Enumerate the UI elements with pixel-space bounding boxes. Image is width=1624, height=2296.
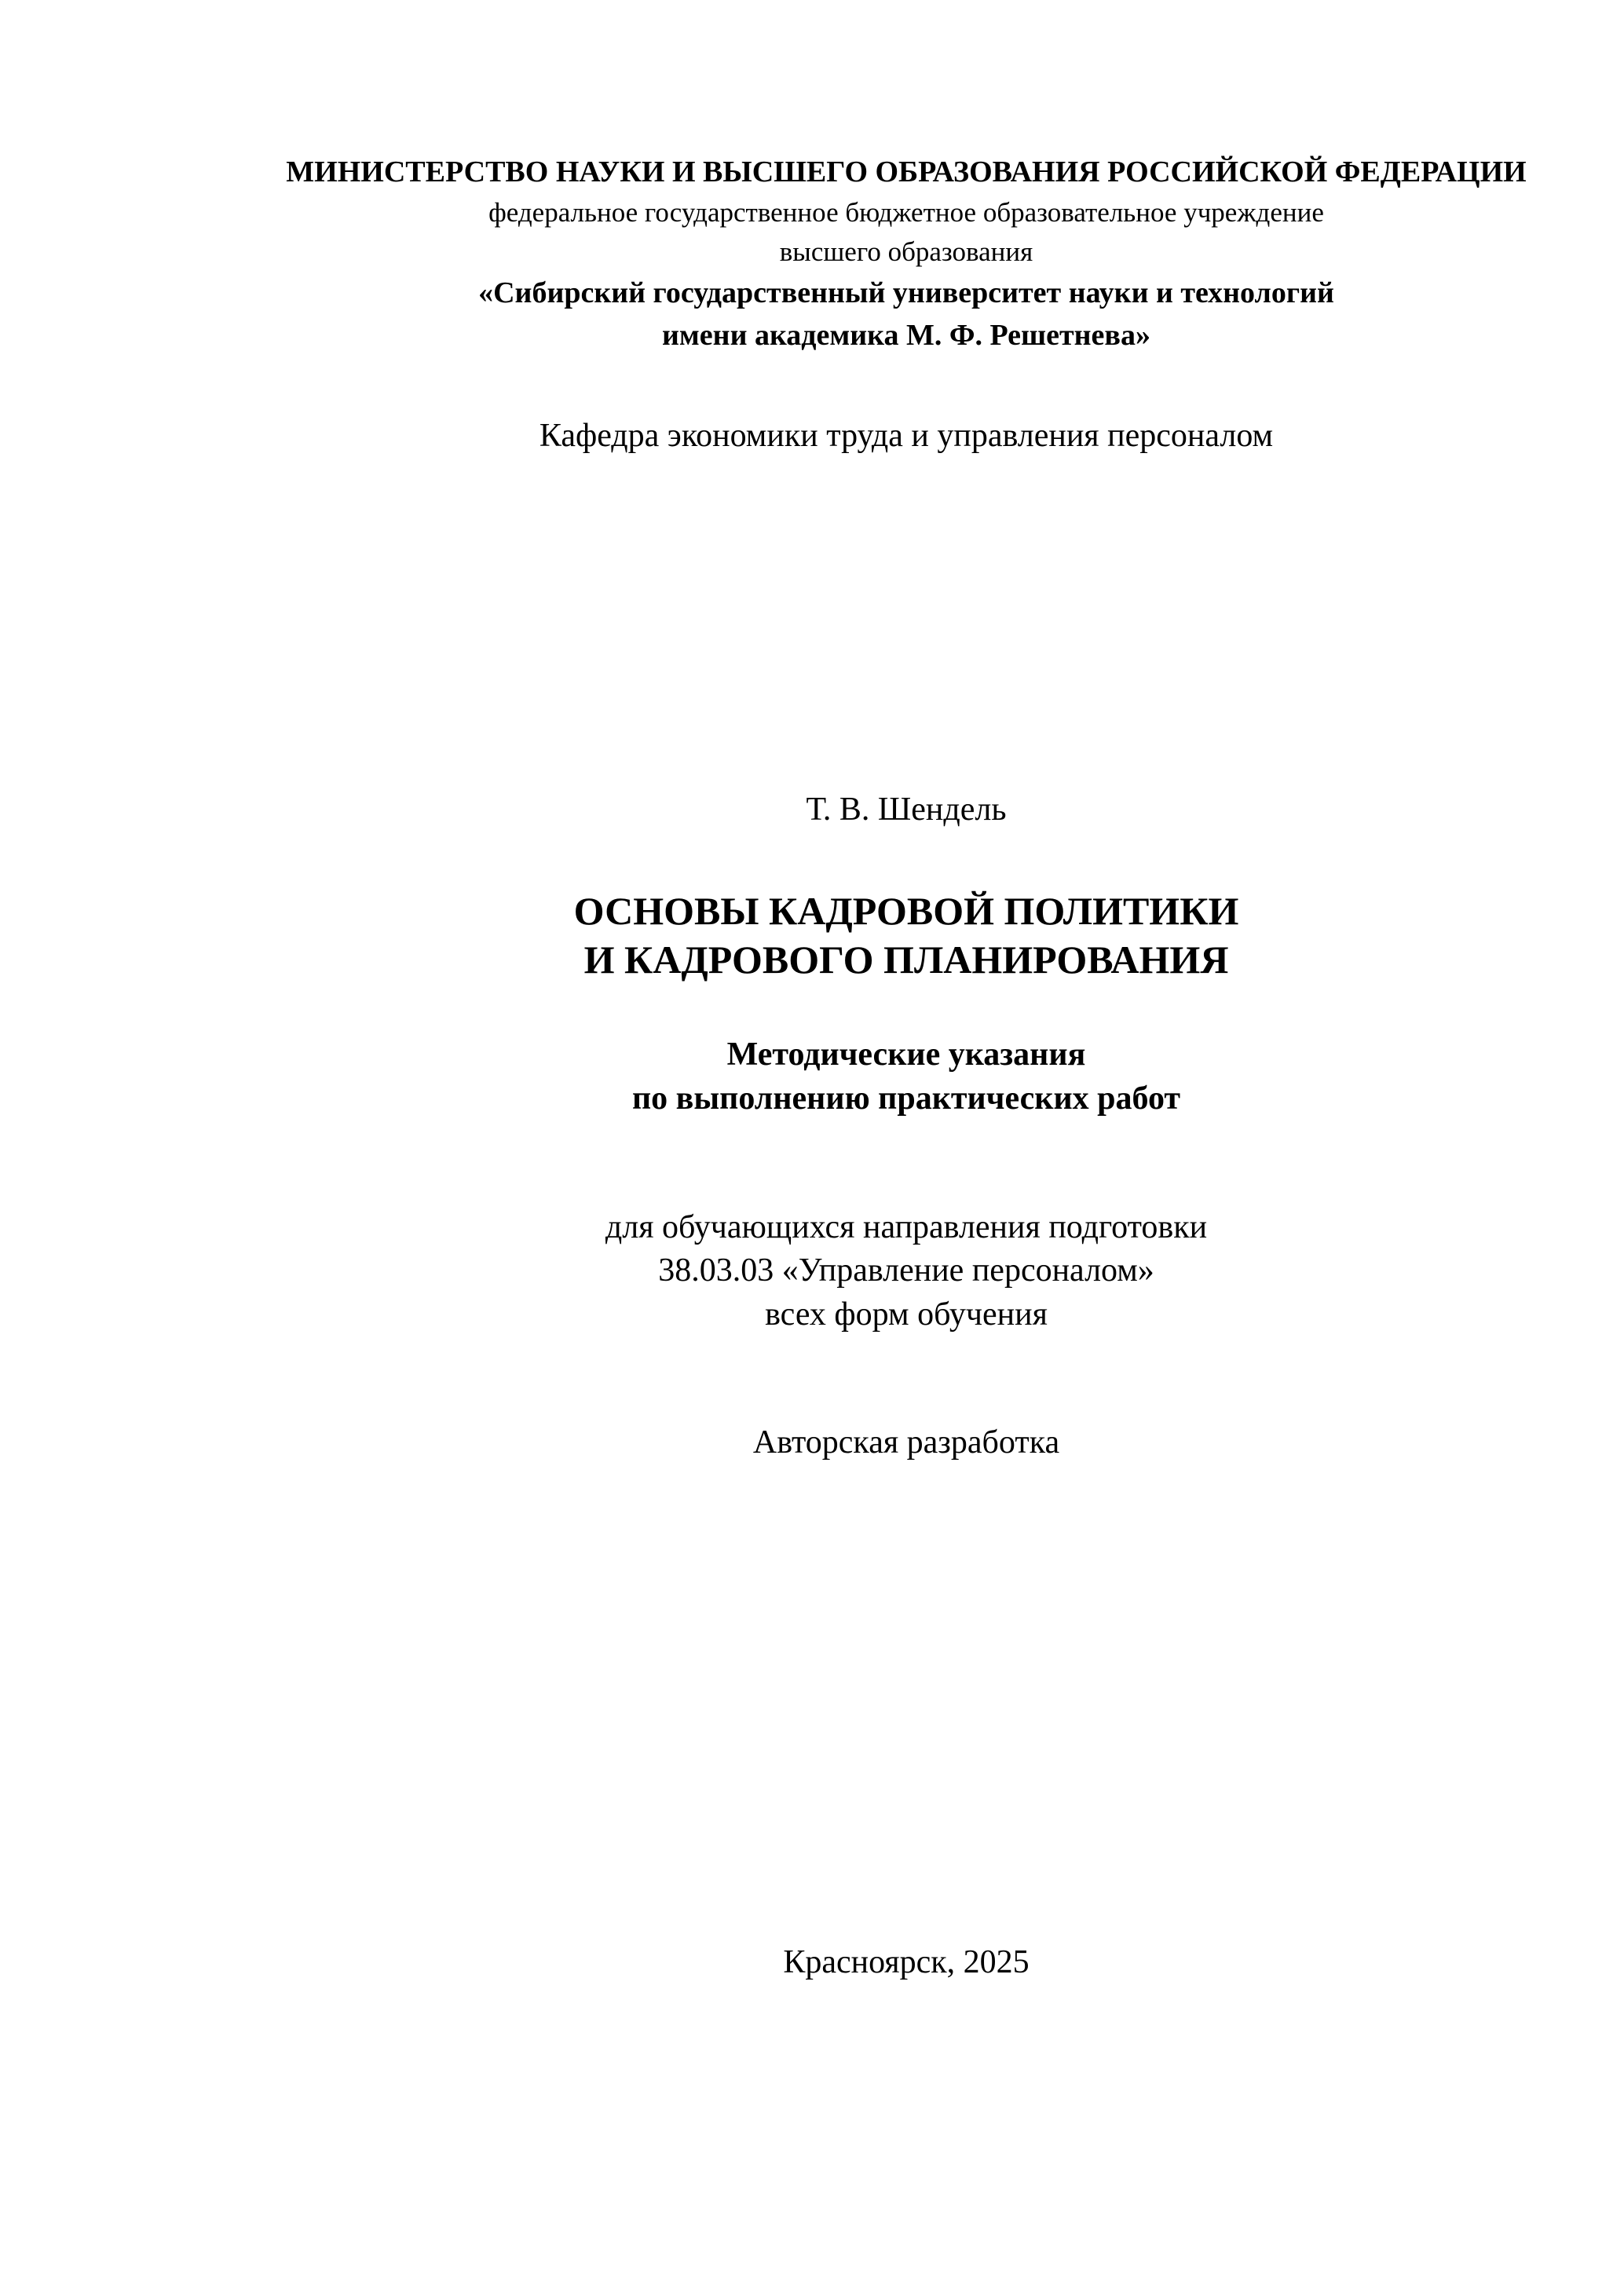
development-note: Авторская разработка (752, 1424, 1060, 1461)
document-title-line-2: И КАДРОВОГО ПЛАНИРОВАНИЯ (583, 938, 1229, 982)
institution-type-line-1: федеральное государственное бюджетное образовательное учреждение (488, 197, 1324, 228)
document-subtitle-line-2: по выполнению практических работ (631, 1080, 1181, 1117)
department-name: Кафедра экономики труда и управления персоналом (539, 418, 1274, 454)
audience-line-1: для обучающихся направления подготовки (605, 1209, 1208, 1245)
university-name-line-1: «Сибирский государственный университет науки и технологий (478, 276, 1334, 309)
ministry-name: МИНИСТЕРСТВО НАУКИ И ВЫСШЕГО ОБРАЗОВАНИЯ РОССИЙСКОЙ ФЕДЕРАЦИИ (286, 155, 1527, 188)
document-subtitle-line-1: Методические указания (726, 1036, 1086, 1073)
university-name-line-2: имени академика М. Ф. Решетнева» (662, 319, 1150, 352)
author-name: Т. В. Шендель (806, 792, 1007, 828)
document-title-line-1: ОСНОВЫ КАДРОВОЙ ПОЛИТИКИ (573, 889, 1239, 933)
audience-line-3: всех форм обучения (765, 1296, 1048, 1333)
institution-type-line-2: высшего образования (779, 236, 1033, 267)
city-year: Красноярск, 2025 (783, 1944, 1030, 1980)
audience-line-2: 38.03.03 «Управление персоналом» (658, 1252, 1154, 1289)
